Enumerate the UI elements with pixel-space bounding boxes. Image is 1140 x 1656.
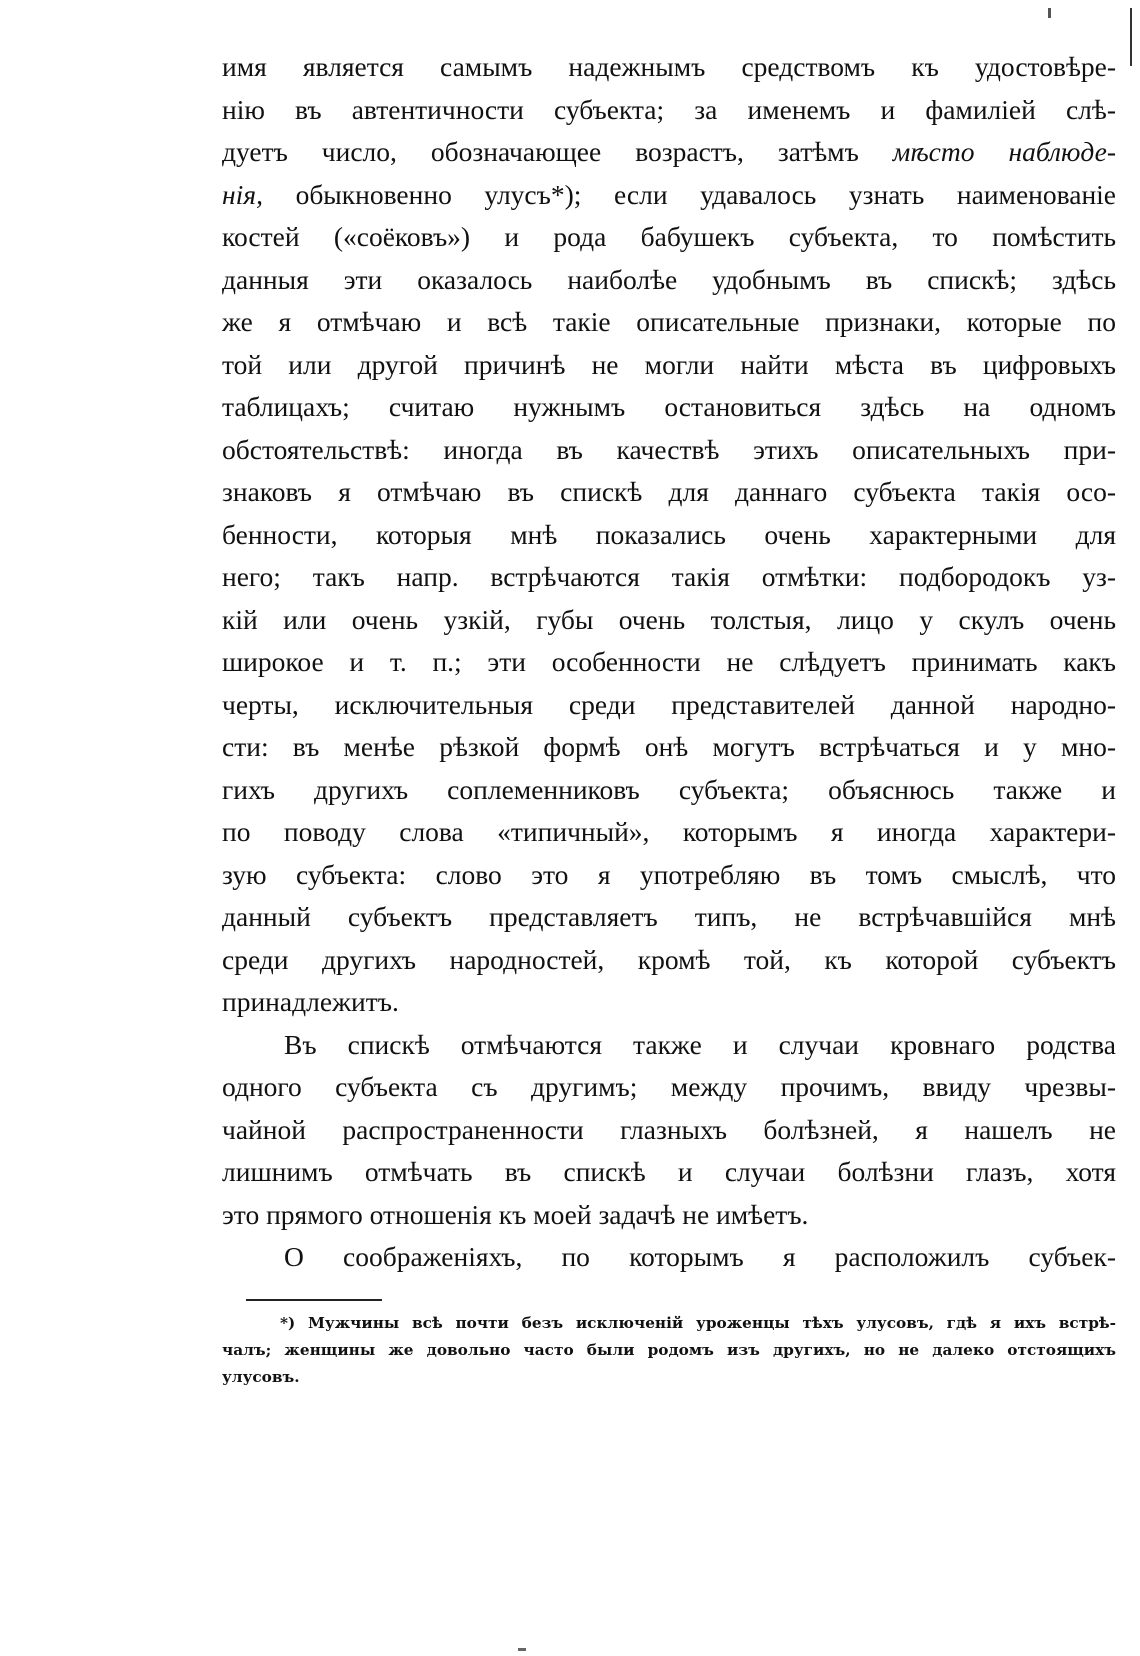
text-line bbox=[222, 174, 1116, 217]
text-line: костей («соёковъ») и рода бабушекъ субъекта, то помѣстить bbox=[222, 221, 1116, 252]
footnote-line: улусовъ. bbox=[222, 1368, 300, 1386]
main-text bbox=[222, 46, 1116, 1279]
text-line: сти: въ менѣе рѣзкой формѣ онѣ могутъ встрѣчаться и у мно- bbox=[222, 731, 1116, 762]
text-line: по поводу слова «типичный», которымъ я иногда характери- bbox=[222, 816, 1116, 847]
text-line: таблицахъ; считаю нужнымъ остановиться здѣсь на одномъ bbox=[222, 391, 1116, 422]
paragraph-start-line: О соображеніяхъ, по которымъ я расположилъ субъек- bbox=[284, 1241, 1116, 1272]
text-line: лишнимъ отмѣчать въ спискѣ и случаи болѣзни глазъ, хотя bbox=[222, 1156, 1116, 1187]
italic-phrase: мѣсто наблюде- bbox=[892, 136, 1116, 167]
paragraph-end-line: принадлежитъ. bbox=[222, 986, 399, 1017]
text-line: широкое и т. п.; эти особенности не слѣдуетъ принимать какъ bbox=[222, 646, 1116, 677]
text-segment: обыкновенно улусъ*); если удавалось узнать наименованіе bbox=[295, 178, 1117, 210]
text-line: той или другой причинѣ не могли найти мѣста въ цифровыхъ bbox=[222, 348, 1116, 380]
text-line: бенности, которыя мнѣ показались очень характерными для bbox=[222, 518, 1116, 550]
text-line: черты, исключительныя среди представителей данной народно- bbox=[222, 688, 1116, 720]
paragraph-start-line: Въ спискѣ отмѣчаются также и случаи кровнаго родства bbox=[284, 1028, 1116, 1060]
text-line: него; такъ напр. встрѣчаются такія отмѣтки: подбородокъ уз- bbox=[222, 561, 1116, 592]
footnote-line: чалъ; женщины же довольно часто были родомъ изъ другихъ, но не далеко отстоящихъ bbox=[222, 1341, 1116, 1359]
text-line: кій или очень узкій, губы очень толстыя, лицо у скулъ очень bbox=[222, 603, 1116, 635]
text-line: одного субъекта съ другимъ; между прочимъ, ввиду чрезвы- bbox=[222, 1071, 1116, 1102]
text-line: данный субъектъ представляетъ типъ, не встрѣчавшійся мнѣ bbox=[222, 901, 1116, 932]
scan-edge-rule bbox=[1130, 8, 1132, 66]
text-line: же я отмѣчаю и всѣ такіе описательные признаки, которые по bbox=[222, 306, 1116, 337]
text-line: знаковъ я отмѣчаю въ спискѣ для даннаго субъекта такія осо- bbox=[222, 476, 1116, 507]
text-line: обстоятельствѣ: иногда въ качествѣ этихъ описательныхъ при- bbox=[222, 433, 1116, 465]
footnote-divider bbox=[246, 1299, 382, 1301]
text-line: зую субъекта: слово это я употребляю въ томъ смыслѣ, что bbox=[222, 858, 1116, 890]
footnote bbox=[222, 1310, 1116, 1391]
paragraph-end-line: это прямого отношенія къ моей задачѣ не имѣетъ. bbox=[222, 1198, 809, 1230]
scan-speck bbox=[518, 1648, 526, 1651]
text-line: нію въ автентичности субъекта; за именемъ и фамиліей слѣ- bbox=[222, 93, 1116, 125]
text-line bbox=[222, 131, 1116, 174]
text-segment: дуетъ число, обозначающее возрастъ, затѣмъ bbox=[222, 136, 859, 167]
text-line: среди другихъ народностей, кромѣ той, къ которой субъектъ bbox=[222, 943, 1116, 975]
text-line: гихъ другихъ соплеменниковъ субъекта; объяснюсь также и bbox=[222, 773, 1116, 805]
text-line: чайной распространенности глазныхъ болѣзней, я нашелъ не bbox=[222, 1113, 1116, 1145]
italic-phrase: нія, bbox=[222, 178, 263, 210]
scan-edge-mark bbox=[1048, 8, 1051, 18]
footnote-line: *) Мужчины всѣ почти безъ исключеній уроженцы тѣхъ улусовъ, гдѣ я ихъ встрѣ- bbox=[280, 1314, 1116, 1332]
text-line: данныя эти оказалось наиболѣе удобнымъ въ спискѣ; здѣсь bbox=[222, 263, 1116, 295]
text-line: имя является самымъ надежнымъ средствомъ къ удостовѣре- bbox=[222, 51, 1116, 82]
